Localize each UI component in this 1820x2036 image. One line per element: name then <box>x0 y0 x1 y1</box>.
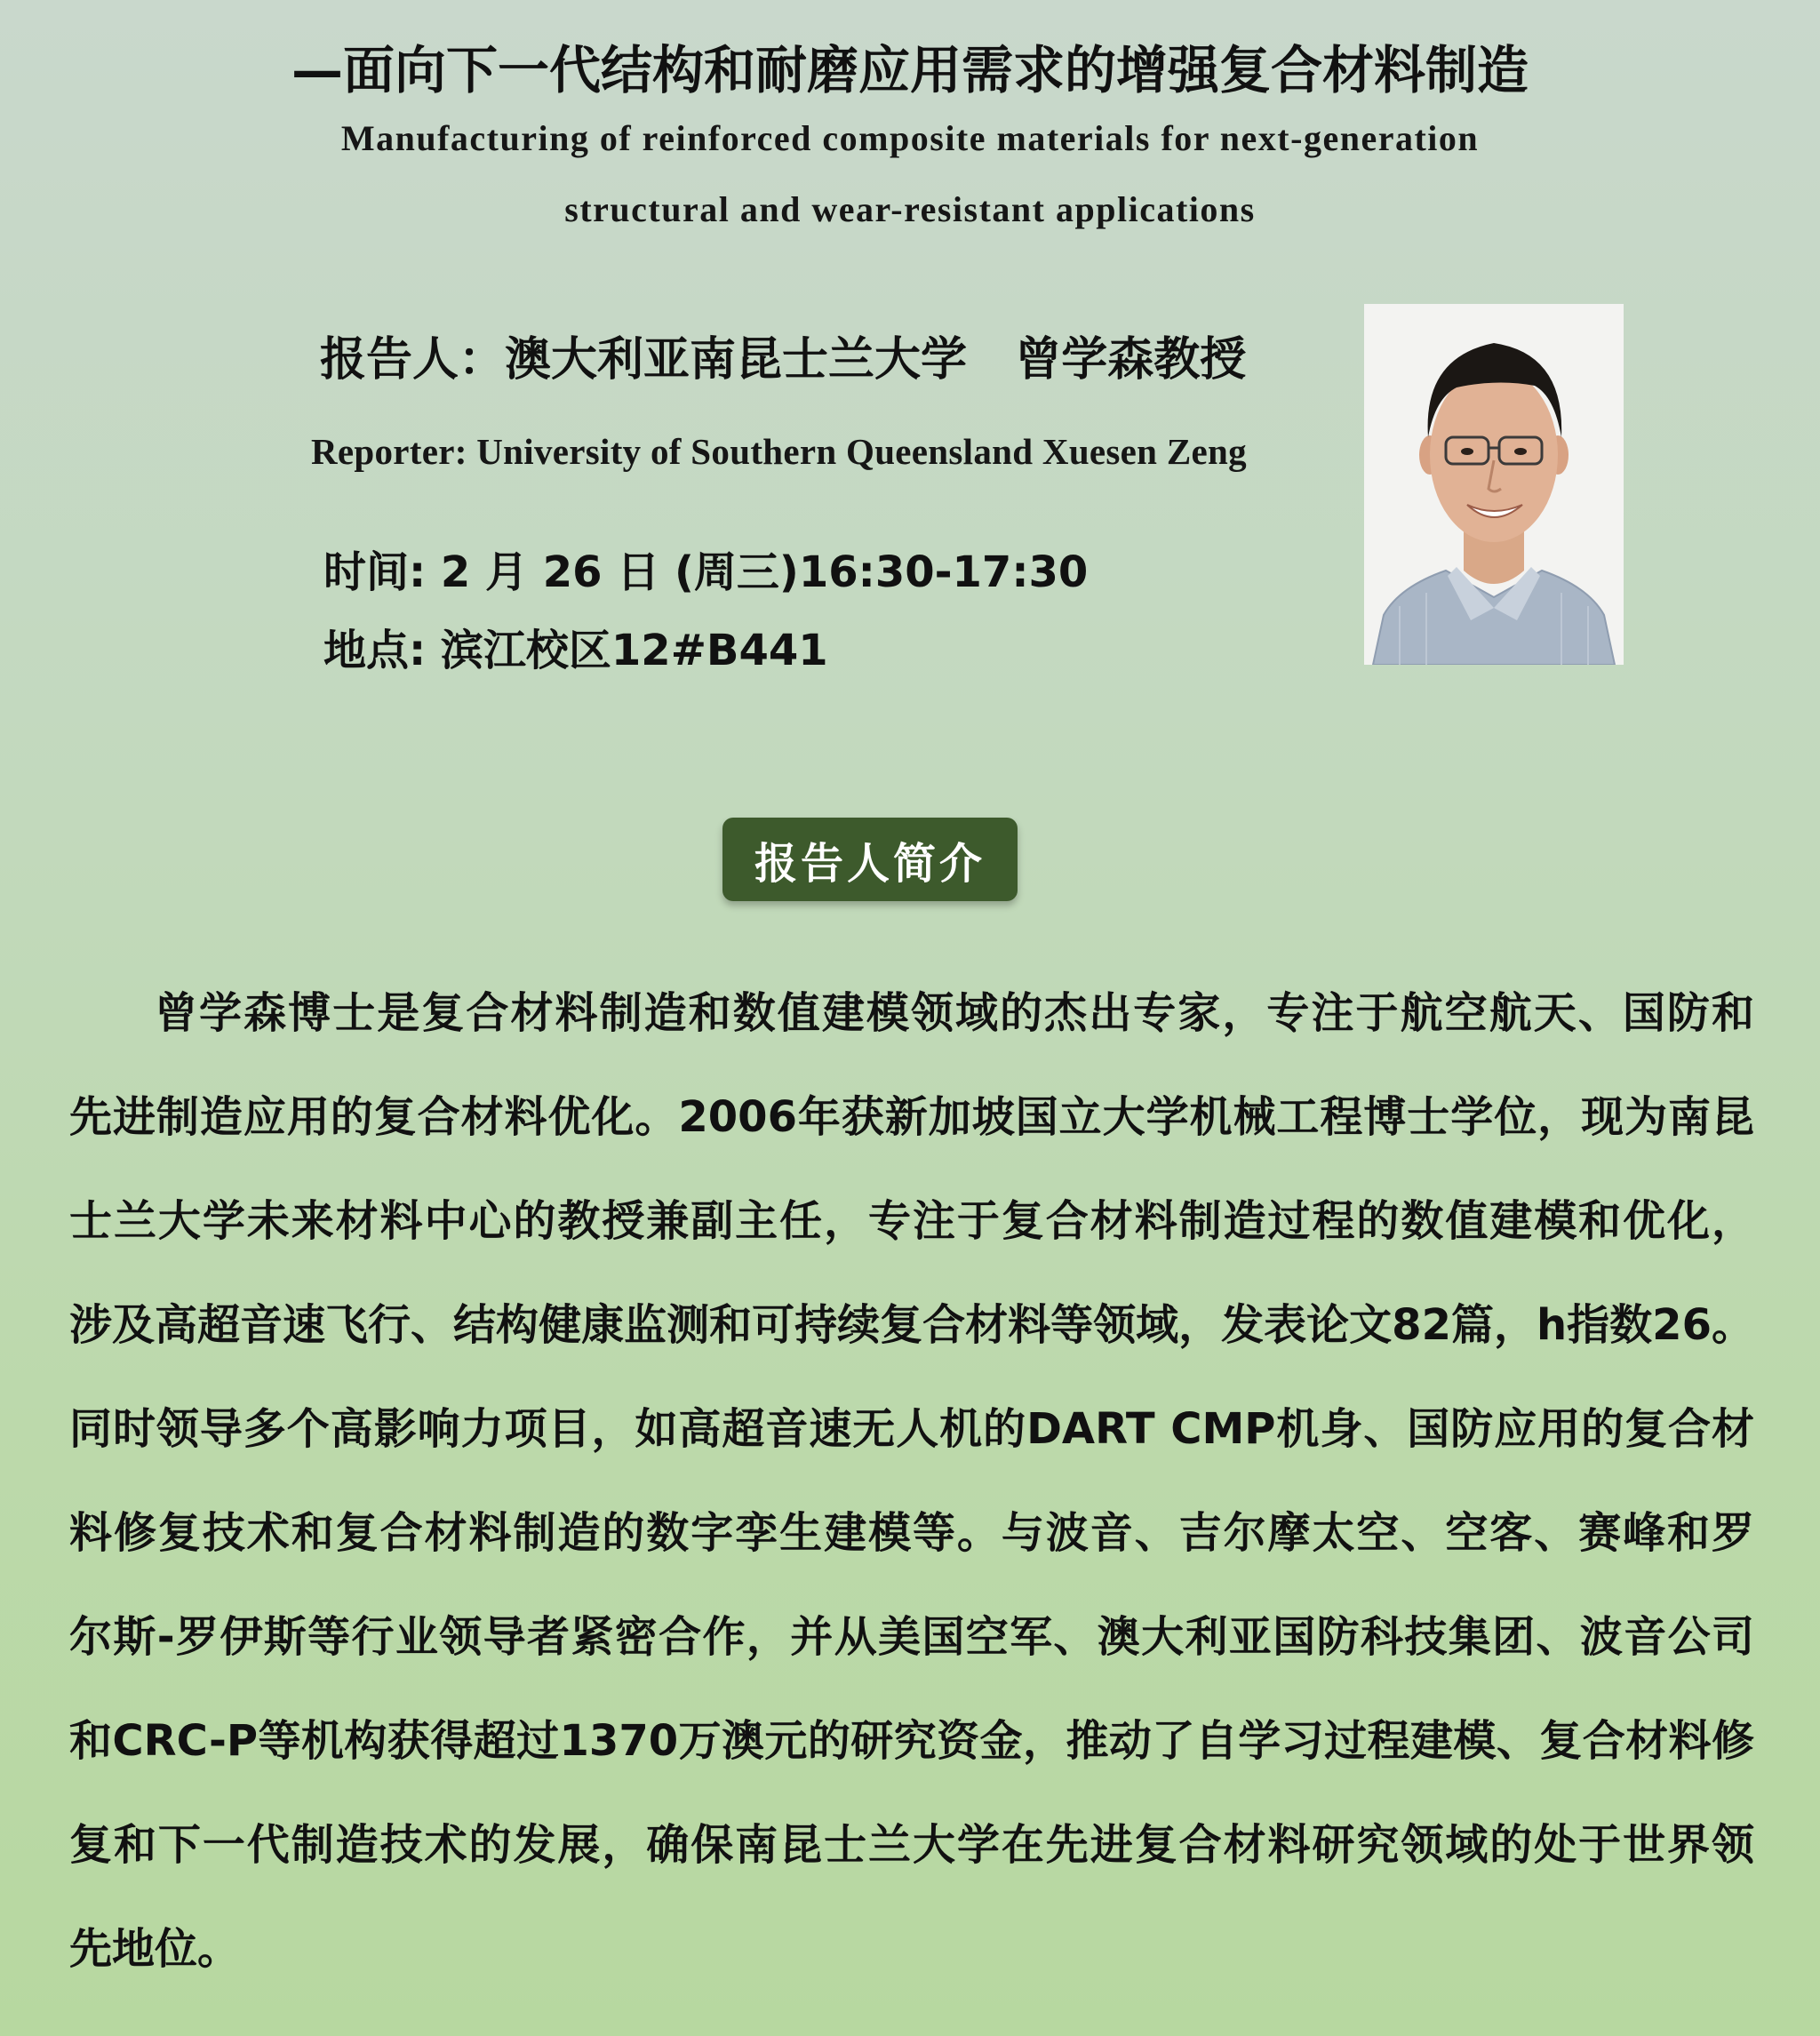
page-title-english-line-1: Manufacturing of reinforced composite materials for next-generation <box>340 118 1480 158</box>
bio-line: 尔斯-罗伊斯等行业领导者紧密合作，并从美国空军、澳大利亚国防科技集团、波音公司 <box>69 1612 1754 1662</box>
bio-line: 先地位。 <box>69 1924 241 1974</box>
bio-line: 士兰大学未来材料中心的教授兼副主任，专注于复合材料制造过程的数值建模和优化， <box>69 1196 1754 1246</box>
reporter-english: Reporter: University of Southern Queensland Xuesen Zeng <box>311 431 1247 472</box>
event-time: 时间: 2 月 26 日 (周三)16:30-17:30 <box>323 547 1089 597</box>
section-badge-speaker-intro: 报告人简介 <box>722 818 1018 901</box>
event-place: 地点: 滨江校区12#B441 <box>323 626 828 675</box>
speaker-photo <box>1364 304 1624 665</box>
bio-line: 同时领导多个高影响力项目，如高超音速无人机的DART CMP机身、国防应用的复合材 <box>69 1404 1754 1454</box>
bio-line: 涉及高超音速飞行、结构健康监测和可持续复合材料等领域，发表论文82篇，h指数26。 <box>69 1300 1754 1350</box>
page-title-chinese: —面向下一代结构和耐磨应用需求的增强复合材料制造 <box>291 40 1529 100</box>
bio-line: 料修复技术和复合材料制造的数字孪生建模等。与波音、吉尔摩太空、空客、赛峰和罗 <box>69 1508 1754 1558</box>
page-title-english-line-2: structural and wear-resistant applications <box>564 189 1256 229</box>
bio-line: 曾学森博士是复合材料制造和数值建模领域的杰出专家，专注于航空航天、国防和 <box>155 988 1754 1038</box>
reporter-chinese: 报告人：澳大利亚南昆士兰大学 曾学森教授 <box>320 333 1247 387</box>
bio-line: 和CRC-P等机构获得超过1370万澳元的研究资金，推动了自学习过程建模、复合材料修 <box>69 1716 1754 1766</box>
bio-line: 复和下一代制造技术的发展，确保南昆士兰大学在先进复合材料研究领域的处于世界领 <box>69 1820 1754 1870</box>
bio-line: 先进制造应用的复合材料优化。2006年获新加坡国立大学机械工程博士学位，现为南昆 <box>69 1092 1754 1142</box>
speaker-portrait-illustration <box>1364 304 1624 665</box>
